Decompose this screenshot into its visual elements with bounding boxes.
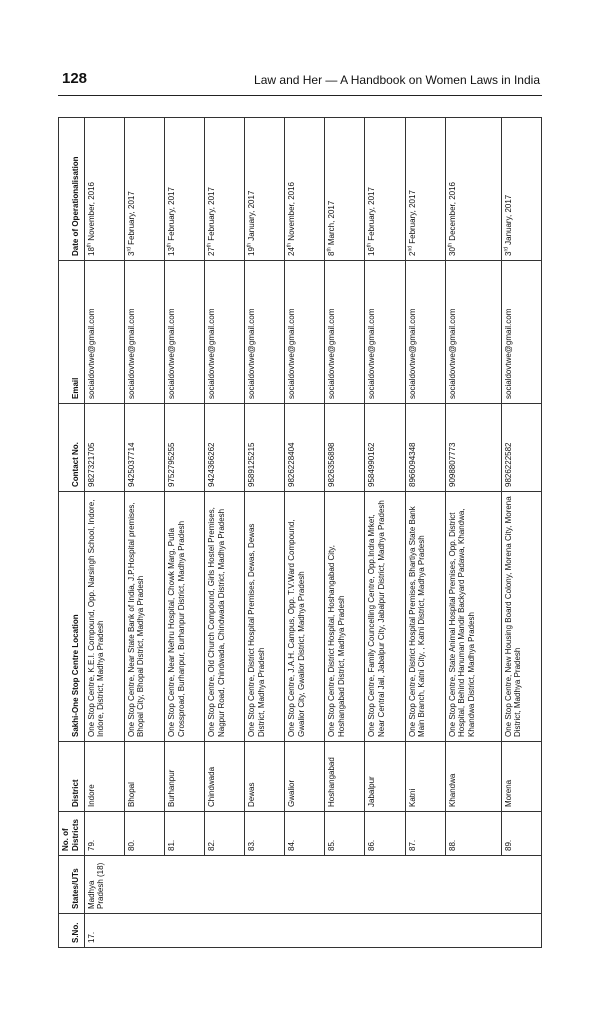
cell-date <box>84 118 124 261</box>
date-day: 8 <box>327 251 337 256</box>
cell-district-number: 82. <box>204 812 244 856</box>
date-suffix: rd <box>125 247 132 252</box>
table-header-row <box>59 118 85 948</box>
cell-district-number: 79. <box>84 812 124 856</box>
cell-location: One Stop Centre, Near State Bank of India, J.P.Hospital premises, Bhopal City, Bhopal District, Madhya Pradesh <box>124 492 164 742</box>
cell-location: One Stop Centre, K.E.I. Compound, Opp. Narsingh School, Indore, Indore, District, Madhya Pradesh <box>84 492 124 742</box>
date-rest: February, 2017 <box>367 187 377 243</box>
cell-district-number: 85. <box>325 812 365 856</box>
header-location: Sakhi-One Stop Centre Location <box>59 492 85 742</box>
date-day: 2 <box>407 251 417 256</box>
cell-contact: 9826228404 <box>285 404 325 492</box>
cell-location: One Stop Centre, District Hospital, Hoshangabad City, Hoshangabad District, Madhya Pradesh <box>325 492 365 742</box>
header-no-districts: No. of Districts <box>59 812 85 856</box>
date-suffix: th <box>446 242 453 248</box>
date-rest: March, 2017 <box>327 200 337 248</box>
cell-contact: 9827321705 <box>84 404 124 492</box>
cell-contact: 9425037714 <box>124 404 164 492</box>
cell-email: socialdovtwe@gmail.com <box>84 261 124 404</box>
cell-location: One Stop Centre, Old Church Compound, Girls Hostel Premises, Nagpur Road, Chindwada, Chindwada District, Madhya Pradesh <box>204 492 244 742</box>
date-suffix: th <box>366 242 373 248</box>
cell-district: Bhopal <box>124 742 164 812</box>
header-sno: S.No. <box>59 914 85 948</box>
date-rest: January, 2017 <box>503 194 513 248</box>
date-rest: February, 2017 <box>407 190 417 246</box>
cell-email: socialdovtwe@gmail.com <box>365 261 405 404</box>
running-head: Law and Her — A Handbook on Women Laws in India <box>254 73 540 87</box>
header-email: Email <box>59 261 85 404</box>
date-day: 18 <box>86 247 96 256</box>
table-row <box>445 118 501 948</box>
cell-district: Katni <box>405 742 445 812</box>
cell-district-number: 83. <box>245 812 285 856</box>
date-suffix: th <box>206 242 213 248</box>
cell-sno: 17. <box>84 914 542 948</box>
header-district: District <box>59 742 85 812</box>
table-row <box>285 118 325 948</box>
cell-district-number: 84. <box>285 812 325 856</box>
cell-contact: 8966094348 <box>405 404 445 492</box>
cell-email: socialdovtwe@gmail.com <box>164 261 204 404</box>
table-row <box>365 118 405 948</box>
cell-email: socialdovtwe@gmail.com <box>245 261 285 404</box>
cell-district: Gwalior <box>285 742 325 812</box>
cell-email: socialdovtwe@gmail.com <box>501 261 541 404</box>
cell-district-number: 81. <box>164 812 204 856</box>
table-body <box>84 118 542 948</box>
date-suffix: th <box>246 242 253 248</box>
date-suffix: th <box>166 242 173 248</box>
date-rest: November, 2016 <box>287 181 297 243</box>
page-number: 128 <box>62 70 88 87</box>
date-suffix: rd <box>503 247 510 252</box>
date-rest: December, 2016 <box>447 181 457 243</box>
date-day: 13 <box>166 247 176 256</box>
cell-district: Morena <box>501 742 541 812</box>
date-suffix: th <box>85 242 92 248</box>
cell-district: Burhanpur <box>164 742 204 812</box>
cell-date <box>164 118 204 261</box>
header-rule <box>58 95 542 96</box>
cell-email: socialdovtwe@gmail.com <box>124 261 164 404</box>
cell-date <box>445 118 501 261</box>
cell-district: Dewas <box>245 742 285 812</box>
table-row <box>325 118 365 948</box>
cell-contact: 9826356898 <box>325 404 365 492</box>
date-day: 3 <box>503 251 513 256</box>
date-day: 16 <box>367 247 377 256</box>
date-day: 30 <box>447 247 457 256</box>
rotated-table-container <box>58 118 542 948</box>
cell-contact: 9584990162 <box>365 404 405 492</box>
cell-date <box>124 118 164 261</box>
cell-district-number: 80. <box>124 812 164 856</box>
cell-location: One Stop Centre, Near Nehru Hospital, Chowk Marg, Putla Crossproad, Burhanpur, Burhanpur District, Madhya Pradesh <box>164 492 204 742</box>
date-suffix: th <box>286 242 293 248</box>
cell-district-number: 89. <box>501 812 541 856</box>
cell-date <box>365 118 405 261</box>
date-rest: February, 2017 <box>206 187 216 243</box>
date-day: 19 <box>247 247 256 256</box>
cell-email: socialdovtwe@gmail.com <box>325 261 365 404</box>
cell-district: Indore <box>84 742 124 812</box>
cell-location: One Stop Centre, State Animal Hospital Premises, Opp. District Hospital, Behind Hanuman Mandir Backyard Padawa, Khandwa, Khandwa District, Madhya Pradesh <box>445 492 501 742</box>
date-day: 27 <box>206 247 216 256</box>
cell-email: socialdovtwe@gmail.com <box>445 261 501 404</box>
cell-date <box>325 118 365 261</box>
table-row <box>124 118 164 948</box>
date-rest: February, 2017 <box>126 191 136 248</box>
cell-contact: 9424366262 <box>204 404 244 492</box>
cell-district-number: 87. <box>405 812 445 856</box>
cell-location: One Stop Centre, District Hospital Premises, Bhartiya State Bank Main Branch, Katni City, , Katni District, Madhya Pradesh <box>405 492 445 742</box>
cell-date <box>501 118 541 261</box>
date-day: 24 <box>287 247 297 256</box>
cell-district: Chindwada <box>204 742 244 812</box>
header-date: Date of Operationalisation <box>59 118 85 261</box>
cell-email: socialdovtwe@gmail.com <box>204 261 244 404</box>
cell-location: One Stop Centre, Family Councelling Centre, Opp.Indra Mrket, Near Central Jail, Jabalpur City, Jabalpur District, Madhya Pradesh <box>365 492 405 742</box>
cell-date <box>285 118 325 261</box>
cell-district-number: 86. <box>365 812 405 856</box>
cell-date <box>245 118 285 261</box>
table-row <box>84 118 124 948</box>
date-rest: January, 2017 <box>247 190 256 243</box>
cell-state: Madhya Pradesh (18) <box>84 856 542 914</box>
cell-district: Jabalpur <box>365 742 405 812</box>
one-stop-centre-table <box>58 117 542 948</box>
table-row <box>245 118 285 948</box>
date-day: 3 <box>126 251 136 256</box>
date-rest: February, 2017 <box>166 187 176 243</box>
table-row <box>405 118 445 948</box>
date-rest: November, 2016 <box>86 181 96 243</box>
cell-contact: 9826222582 <box>501 404 541 492</box>
cell-location: One Stop Centre, District Hospital Premises, Dewas, Dewas District, Madhya Pradesh <box>245 492 285 742</box>
cell-date <box>204 118 244 261</box>
cell-contact: 9752795255 <box>164 404 204 492</box>
cell-date <box>405 118 445 261</box>
date-suffix: nd <box>406 245 413 252</box>
date-suffix: th <box>326 247 333 252</box>
cell-district: Hoshangabad <box>325 742 365 812</box>
table-row <box>204 118 244 948</box>
cell-contact: 9098807773 <box>445 404 501 492</box>
table-row <box>501 118 541 948</box>
cell-email: socialdovtwe@gmail.com <box>285 261 325 404</box>
header-state: States/UTs <box>59 856 85 914</box>
cell-contact: 9589125215 <box>245 404 285 492</box>
cell-email: socialdovtwe@gmail.com <box>405 261 445 404</box>
table-row <box>164 118 204 948</box>
header-contact: Contact No. <box>59 404 85 492</box>
cell-location: One Stop Centre, New Housing Board Colony, Morena City, Morena District, Madhya Pradesh <box>501 492 541 742</box>
cell-location: One Stop Centre, J.A.H. Campus, Opp. T.V.Ward Compound, Gwalior City, Gwalior District, Madhya Pradesh <box>285 492 325 742</box>
cell-district-number: 88. <box>445 812 501 856</box>
cell-district: Khandwa <box>445 742 501 812</box>
